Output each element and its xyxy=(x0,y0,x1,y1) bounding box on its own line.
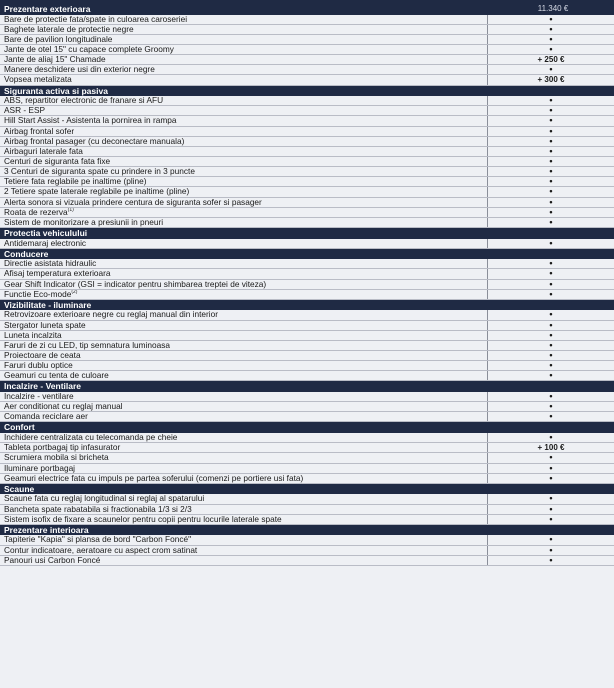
table-row xyxy=(0,433,614,443)
standard-equipment-dot: • xyxy=(549,135,553,146)
feature-text: Faruri dublu optice xyxy=(4,361,73,371)
table-row xyxy=(0,474,614,484)
feature-text: Centuri de siguranta fata fixe xyxy=(4,157,111,167)
feature-label xyxy=(0,474,488,483)
section-header xyxy=(0,422,614,433)
section-value xyxy=(492,228,614,239)
standard-equipment-dot: • xyxy=(549,360,553,371)
feature-text: Contur indicatoare, aeratoare cu aspect crom satinat xyxy=(4,545,198,555)
feature-label xyxy=(0,412,488,421)
feature-text: Bancheta spate rabatabila si fractionabila 1/3 si 2/3 xyxy=(4,504,192,514)
section-header xyxy=(0,525,614,536)
footnote-marker: (2) xyxy=(71,289,78,295)
footnote-marker: (1) xyxy=(67,207,74,213)
table-row xyxy=(0,556,614,566)
feature-label xyxy=(0,505,488,514)
table-row xyxy=(0,494,614,504)
feature-text: Jante de otel 15" cu capace complete Groomy xyxy=(4,45,174,55)
feature-text: Vopsea metalizata xyxy=(4,75,72,85)
table-row xyxy=(0,392,614,402)
table-row xyxy=(0,177,614,187)
feature-label xyxy=(0,35,488,44)
feature-text: ASR - ESP xyxy=(4,106,46,116)
feature-text: Tapiterie "Kapia" si plansa de bord "Carbon Foncé" xyxy=(4,535,192,545)
feature-text: Proiectoare de ceata xyxy=(4,351,81,361)
table-row xyxy=(0,218,614,228)
feature-text: Incalzire - ventilare xyxy=(4,392,74,402)
table-row xyxy=(0,55,614,65)
section-header xyxy=(0,228,614,239)
option-price: + 100 € xyxy=(537,443,565,453)
table-row xyxy=(0,25,614,35)
feature-text: Stergator luneta spate xyxy=(4,320,86,330)
feature-text: Inchidere centralizata cu telecomanda pe cheie xyxy=(4,433,178,443)
feature-text: Sistem isofix de fixare a scaunelor pentru copii pentru locurile laterale spate xyxy=(4,514,282,524)
feature-text: Airbag frontal sofer xyxy=(4,126,75,136)
feature-text: Faruri de zi cu LED, tip semnatura luminoasa xyxy=(4,340,171,350)
feature-text: 3 Centuri de siguranta spate cu prindere in 3 puncte xyxy=(4,167,195,177)
feature-text: Panouri usi Carbon Foncé xyxy=(4,555,101,565)
feature-label xyxy=(0,371,488,380)
table-row xyxy=(0,106,614,116)
standard-equipment-dot: • xyxy=(549,268,553,279)
feature-text: Luneta incalzita xyxy=(4,330,62,340)
standard-equipment-dot: • xyxy=(549,156,553,167)
table-row xyxy=(0,75,614,85)
feature-text: Scaune fata cu reglaj longitudinal si reglaj al spatarului xyxy=(4,494,205,504)
feature-text: Scrumiera mobila si bricheta xyxy=(4,453,109,463)
feature-label xyxy=(0,75,488,84)
standard-equipment-dot: • xyxy=(549,309,553,320)
feature-label xyxy=(0,187,488,196)
feature-label xyxy=(0,402,488,411)
table-row xyxy=(0,65,614,75)
standard-equipment-dot: • xyxy=(549,370,553,381)
feature-label xyxy=(0,341,488,350)
feature-label xyxy=(0,239,488,248)
standard-equipment-dot: • xyxy=(549,462,553,473)
feature-text: Comanda reciclare aer xyxy=(4,412,88,422)
standard-equipment-dot: • xyxy=(549,125,553,136)
feature-label xyxy=(0,96,488,105)
table-row xyxy=(0,321,614,331)
standard-equipment-dot: • xyxy=(549,64,553,75)
table-row xyxy=(0,412,614,422)
section-header xyxy=(0,86,614,97)
table-row xyxy=(0,505,614,515)
feature-label xyxy=(0,321,488,330)
table-row xyxy=(0,45,614,55)
feature-text: Jante de aliaj 15" Chamade xyxy=(4,55,106,65)
standard-equipment-dot: • xyxy=(549,411,553,422)
table-row xyxy=(0,15,614,25)
standard-equipment-dot: • xyxy=(549,493,553,504)
feature-label xyxy=(0,351,488,360)
standard-equipment-dot: • xyxy=(549,554,553,565)
section-title: Conducere xyxy=(4,248,49,259)
feature-text: Alerta sonora si vizuala prindere centura de siguranta sofer si pasager xyxy=(4,197,262,207)
standard-equipment-dot: • xyxy=(549,196,553,207)
standard-equipment-dot: • xyxy=(549,13,553,24)
section-header xyxy=(0,249,614,260)
option-price: + 300 € xyxy=(537,75,565,85)
section-header xyxy=(0,4,614,15)
feature-label xyxy=(0,433,488,442)
feature-label xyxy=(0,147,488,156)
section-title: Protectia vehiculului xyxy=(4,228,88,238)
feature-text: Geamuri cu tenta de culoare xyxy=(4,371,109,381)
feature-label xyxy=(0,208,488,217)
standard-equipment-dot: • xyxy=(549,44,553,55)
section-header xyxy=(0,381,614,392)
table-row xyxy=(0,116,614,126)
feature-label xyxy=(0,464,488,473)
standard-equipment-dot: • xyxy=(549,186,553,197)
table-row xyxy=(0,515,614,525)
section-value: 11.340 € xyxy=(537,4,569,13)
feature-text: Manere deschidere usi din exterior negre xyxy=(4,65,155,75)
feature-text: Geamuri electrice fata cu impuls pe partea soferului (comenzi pe portiere usi fata) xyxy=(4,473,304,483)
table-row xyxy=(0,310,614,320)
section-title: Siguranta activa si pasiva xyxy=(4,85,108,96)
table-row xyxy=(0,443,614,453)
feature-label xyxy=(0,361,488,370)
table-row xyxy=(0,208,614,218)
standard-equipment-dot: • xyxy=(549,145,553,156)
standard-equipment-dot: • xyxy=(549,513,553,524)
standard-equipment-dot: • xyxy=(549,176,553,187)
feature-label xyxy=(0,45,488,54)
table-row xyxy=(0,341,614,351)
table-row xyxy=(0,464,614,474)
standard-equipment-dot: • xyxy=(549,288,553,299)
feature-label xyxy=(0,453,488,462)
feature-text: Retrovizoare exterioare negre cu reglaj manual din interior xyxy=(4,310,218,320)
table-row xyxy=(0,157,614,167)
table-row xyxy=(0,535,614,545)
standard-equipment-dot: • xyxy=(549,503,553,514)
section-value xyxy=(492,86,614,97)
feature-text: Afisaj temperatura exterioara xyxy=(4,269,111,279)
feature-label xyxy=(0,15,488,24)
standard-equipment-dot: • xyxy=(549,319,553,330)
section-value xyxy=(492,525,614,536)
feature-label xyxy=(0,515,488,524)
feature-text: Functie Eco-mode xyxy=(4,289,72,299)
feature-text: Airbag frontal pasager (cu deconectare manuala) xyxy=(4,136,185,146)
feature-text: Baghete laterale de protectie negre xyxy=(4,24,134,34)
standard-equipment-dot: • xyxy=(549,432,553,443)
standard-equipment-dot: • xyxy=(549,115,553,126)
standard-equipment-dot: • xyxy=(549,23,553,34)
table-row xyxy=(0,187,614,197)
standard-equipment-dot: • xyxy=(549,33,553,44)
feature-label xyxy=(0,127,488,136)
feature-label xyxy=(0,546,488,555)
feature-label xyxy=(0,198,488,207)
standard-equipment-dot: • xyxy=(549,216,553,227)
table-row xyxy=(0,269,614,279)
table-row xyxy=(0,35,614,45)
feature-text: Sistem de monitorizare a presiunii in pneuri xyxy=(4,217,164,227)
table-row xyxy=(0,546,614,556)
feature-text: Bare de protectie fata/spate in culoarea caroseriei xyxy=(4,14,188,24)
table-row xyxy=(0,331,614,341)
section-value xyxy=(492,422,614,433)
table-row xyxy=(0,198,614,208)
feature-label xyxy=(0,290,488,299)
section-title: Prezentare exterioara xyxy=(4,4,91,14)
feature-label xyxy=(0,494,488,503)
feature-text: Hill Start Assist - Asistenta la pornirea in rampa xyxy=(4,116,177,126)
feature-label xyxy=(0,177,488,186)
feature-text: Gear Shift Indicator (GSI = indicator pentru shimbarea treptei de viteza) xyxy=(4,279,267,289)
section-value xyxy=(492,484,614,495)
feature-label xyxy=(0,331,488,340)
table-row xyxy=(0,259,614,269)
standard-equipment-dot: • xyxy=(549,329,553,340)
table-row xyxy=(0,167,614,177)
table-row xyxy=(0,453,614,463)
feature-text: Airbaguri laterale fata xyxy=(4,146,83,156)
table-row xyxy=(0,371,614,381)
section-header xyxy=(0,484,614,495)
standard-equipment-dot: • xyxy=(549,350,553,361)
standard-equipment-dot: • xyxy=(549,237,553,248)
standard-equipment-dot: • xyxy=(549,206,553,217)
section-title: Incalzire - Ventilare xyxy=(4,381,82,392)
feature-label xyxy=(0,535,488,544)
section-title: Vizibilitate - iluminare xyxy=(4,299,92,310)
feature-text: Roata de rezerva xyxy=(4,207,68,217)
feature-text: Aer conditionat cu reglaj manual xyxy=(4,402,123,412)
feature-label xyxy=(0,218,488,227)
standard-equipment-dot: • xyxy=(549,401,553,412)
feature-text: Tableta portbagaj tip infasurator xyxy=(4,443,121,453)
option-price: + 250 € xyxy=(537,55,565,65)
feature-text: Iluminare portbagaj xyxy=(4,463,76,473)
standard-equipment-dot: • xyxy=(549,544,553,555)
feature-label xyxy=(0,25,488,34)
table-row xyxy=(0,127,614,137)
feature-label xyxy=(0,269,488,278)
standard-equipment-dot: • xyxy=(549,166,553,177)
feature-label xyxy=(0,310,488,319)
table-row xyxy=(0,239,614,249)
section-title: Confort xyxy=(4,422,35,433)
table-row xyxy=(0,361,614,371)
feature-label xyxy=(0,392,488,401)
feature-label xyxy=(0,556,488,565)
section-title: Scaune xyxy=(4,483,35,494)
standard-equipment-dot: • xyxy=(549,534,553,545)
feature-text: Directie asistata hidraulic xyxy=(4,259,97,269)
section-value xyxy=(492,249,614,260)
feature-label xyxy=(0,65,488,74)
section-value xyxy=(492,381,614,392)
feature-label xyxy=(0,259,488,268)
feature-label xyxy=(0,280,488,289)
feature-label xyxy=(0,137,488,146)
section-title: Prezentare interioara xyxy=(4,524,89,535)
table-row xyxy=(0,96,614,106)
feature-label xyxy=(0,157,488,166)
feature-text: Antidemaraj electronic xyxy=(4,238,87,248)
section-header xyxy=(0,300,614,311)
feature-label xyxy=(0,443,488,452)
feature-label xyxy=(0,106,488,115)
standard-equipment-dot: • xyxy=(549,95,553,106)
standard-equipment-dot: • xyxy=(549,105,553,116)
table-row xyxy=(0,351,614,361)
standard-equipment-dot: • xyxy=(549,391,553,402)
feature-label xyxy=(0,167,488,176)
table-row xyxy=(0,280,614,290)
feature-label xyxy=(0,55,488,64)
feature-label xyxy=(0,116,488,125)
feature-text: Tetiere fata reglabile pe inaltime (pline) xyxy=(4,177,147,187)
table-row xyxy=(0,402,614,412)
table-row xyxy=(0,137,614,147)
standard-equipment-dot: • xyxy=(549,258,553,269)
table-row xyxy=(0,290,614,300)
standard-equipment-dot: • xyxy=(549,339,553,350)
standard-equipment-dot: • xyxy=(549,452,553,463)
feature-text: ABS, repartitor electronic de franare si AFU xyxy=(4,96,164,106)
standard-equipment-dot: • xyxy=(549,472,553,483)
feature-text: 2 Tetiere spate laterale reglabile pe inaltime (pline) xyxy=(4,187,190,197)
standard-equipment-dot: • xyxy=(549,278,553,289)
section-value xyxy=(492,300,614,311)
table-row xyxy=(0,147,614,157)
feature-text: Bare de pavilion longitudinale xyxy=(4,34,113,44)
